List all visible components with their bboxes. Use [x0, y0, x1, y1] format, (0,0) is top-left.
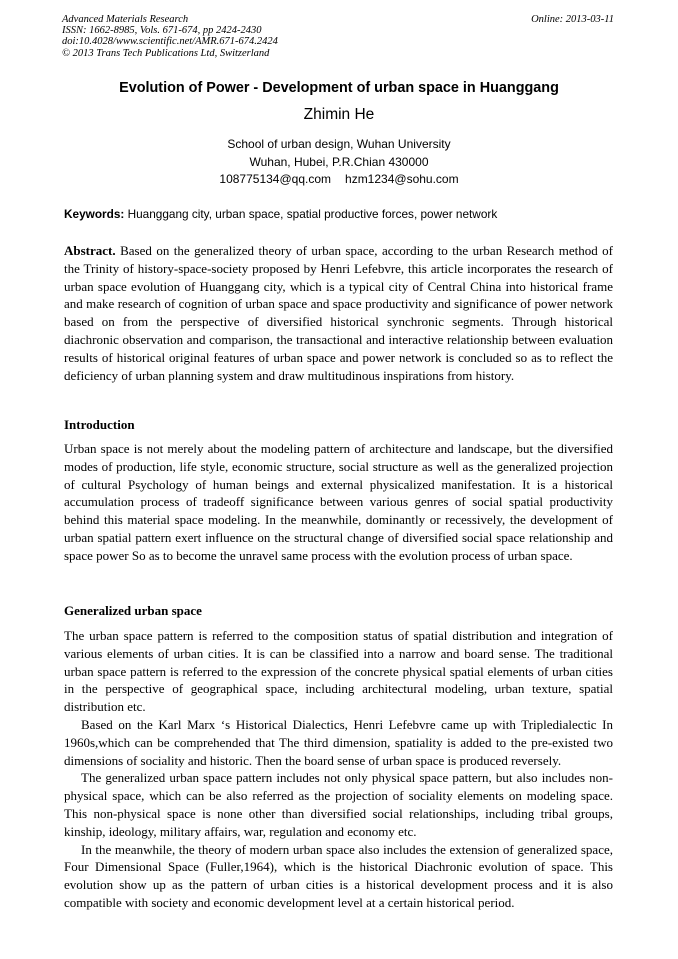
- affiliation-emails: [0, 171, 678, 189]
- doi-line: doi:10.4028/www.scientific.net/AMR.671-674.2424: [62, 36, 278, 48]
- generalized-paragraph-2: Based on the Karl Marx ‘s Historical Dialectics, Henri Lefebvre came up with Tripledialectic In 1960s,which can be comprehended that The third dimension, spatiality is added to the pre-existed two dimensions of sociality and historic. Then the board sense of urban space is produced reversely.: [64, 716, 613, 768]
- generalized-section: [64, 627, 613, 912]
- issn-line: ISSN: 1662-8985, Vols. 671-674, pp 2424-2430: [62, 25, 262, 37]
- affiliation-school: School of urban design, Wuhan University: [227, 137, 451, 151]
- paper-title: Evolution of Power - Development of urban space in Huanggang: [119, 80, 559, 96]
- introduction-text: Urban space is not merely about the modeling pattern of architecture and landscape, but the diversified modes of production, life style, economic structure, social structure as well as the generalized projection of cultural Psychology of human beings and external physicalized manifestation. It is a historical accumulation process of tradeoff significance between various genres of social spatial productivity behind this material space modeling. In the meanwhile, dominantly or recessively, the development of urban spatial pattern exert influence on the structural change of diversified social space relationship and space power So as to become the unravel same process with the evolution process of urban space.: [64, 441, 613, 563]
- generalized-paragraph-3: The generalized urban space pattern includes not only physical space pattern, but also includes non-physical space, which can be also referred as the projection of sociality elements on modeling space. This non-physical space is none other than diversified social relationships, including tribal groups, kinship, ideology, military affairs, war, regulation and economy etc.: [64, 770, 613, 839]
- keywords: [64, 207, 616, 221]
- abstract: [64, 242, 613, 384]
- journal-name: Advanced Materials Research: [62, 14, 189, 25]
- introduction-heading: Introduction: [64, 417, 135, 432]
- generalized-heading: Generalized urban space: [64, 603, 202, 618]
- journal-header: [62, 14, 614, 59]
- copyright-line: © 2013 Trans Tech Publications Ltd, Switzerland: [62, 47, 270, 59]
- author-name: Zhimin He: [303, 106, 375, 123]
- affiliation-address: Wuhan, Hubei, P.R.Chian 430000: [249, 154, 429, 169]
- email-2: hzm1234@sohu.com: [345, 172, 459, 186]
- affiliation: [0, 136, 678, 189]
- email-1: 108775134@qq.com: [219, 172, 332, 186]
- keywords-text: Huanggang city, urban space, spatial productive forces, power network: [127, 207, 498, 221]
- generalized-paragraph-1: The urban space pattern is referred to the composition status of spatial distribution and integration of various elements of urban cities. It is can be classified into a narrow and board sense. The traditional urban space pattern is referred to the expression of the concrete physical spatial elements of urban cities in the perspective of geographical space, including architectural modeling, urban texture, spatial distribution etc.: [64, 628, 613, 715]
- online-date: Online: 2013-03-11: [531, 14, 614, 25]
- abstract-label: Abstract.: [64, 243, 116, 258]
- abstract-text: Based on the generalized theory of urban space, according to the urban Research method of the Trinity of history-space-society proposed by Henri Lefebvre, this article incorporates the research of urban space evolution of Huanggang city, which is a typical city of Central China into historical frame and make research of cognition of urban space and space productivity and significance of power network based on from the perspective of diversified historical synchronic segments. Through historical diachronic observation and comparison, the transactional and interactive relationship between evaluation results of historical original features of urban space and power network is concluded so as to reflect the deficiency of urban planning system and draw multitudinous inspirations from history.: [64, 243, 613, 383]
- keywords-label: Keywords:: [64, 207, 125, 221]
- generalized-paragraph-4: In the meanwhile, the theory of modern urban space also includes the extension of generalized space, Four Dimensional Space (Fuller,1964), which is the historical Diachronic evolution of space. This evolution show up as the pattern of urban cities is a historical development process and it is also compatible with society and economic development level at a certain historical period.: [64, 841, 613, 910]
